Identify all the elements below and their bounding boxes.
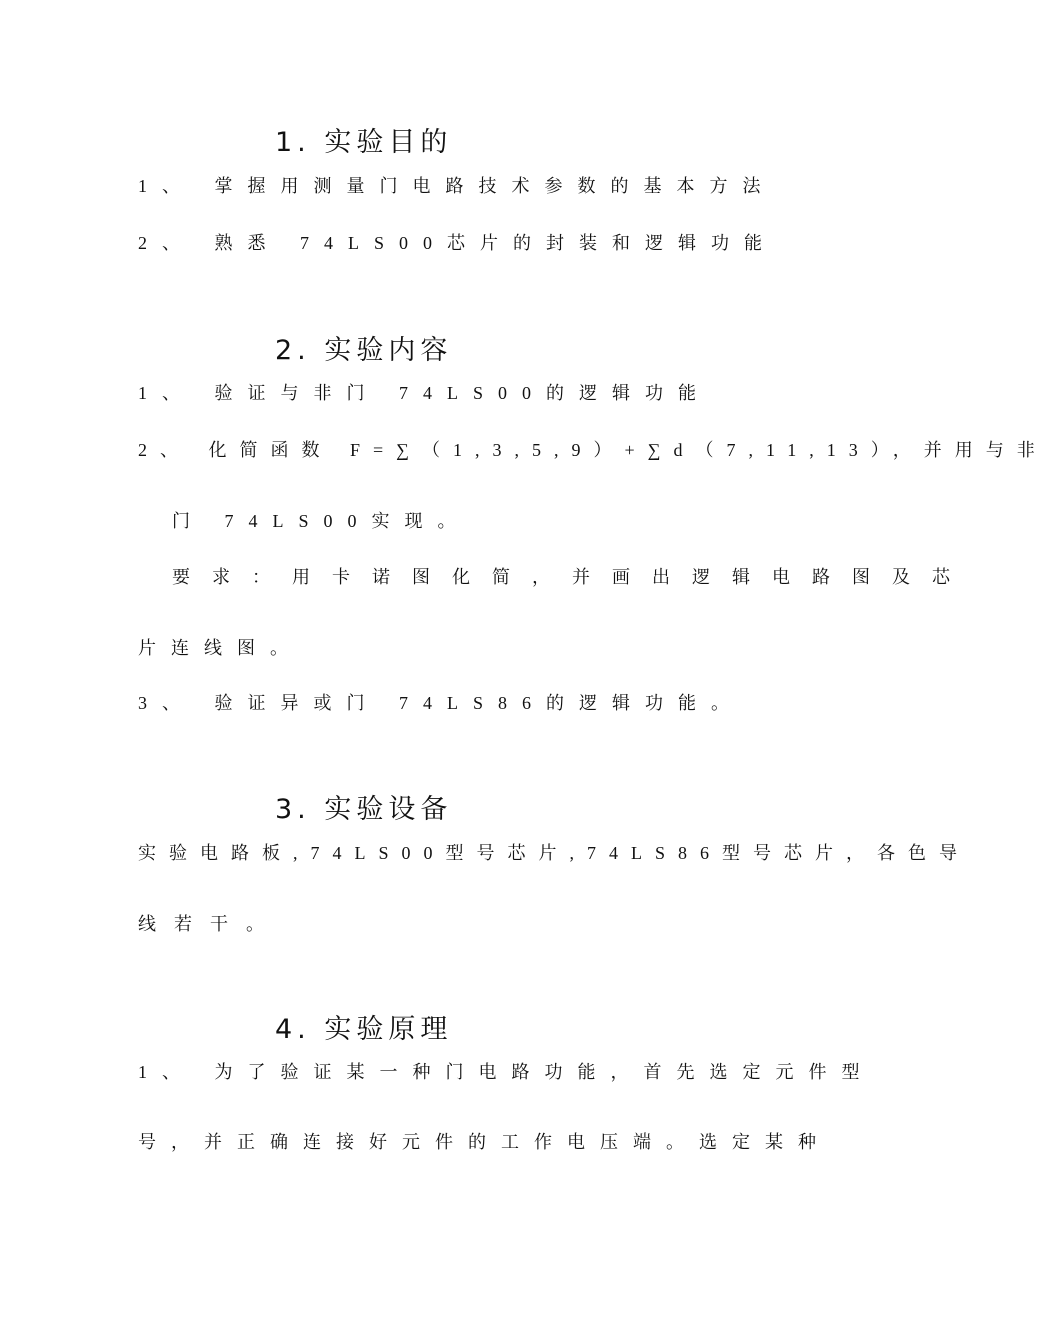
section-heading-principle: 4. 实验原理 [275, 1014, 453, 1045]
objective-item-2: 2、 熟悉 74LS00芯片的封装和逻辑功能 [138, 233, 778, 253]
content-item-3: 3、 验证异或门 74LS86的逻辑功能。 [138, 693, 745, 713]
section-heading-content: 2. 实验内容 [275, 335, 453, 366]
section-heading-equipment: 3. 实验设备 [275, 794, 453, 825]
objective-item-1: 1、 掌握用测量门电路技术参数的基本方法 [138, 176, 776, 196]
content-requirement-continued: 片连线图。 [138, 638, 303, 658]
content-item-1: 1、 验证与非门 74LS00的逻辑功能 [138, 383, 712, 403]
content-item-2-continued: 门 74LS00实现。 [172, 511, 471, 531]
equipment-line-2: 线若干。 [138, 914, 282, 934]
section-heading-objective: 1. 实验目的 [275, 127, 453, 158]
principle-line-1: 1、 为了验证某一种门电路功能，首先选定元件型 [138, 1062, 875, 1082]
principle-line-2: 号，并正确连接好元件的工作电压端。选定某种 [138, 1132, 831, 1152]
content-item-2: 2、 化简函数 F=∑（1,3,5,9）+∑d（7,11,13），并用与非 [138, 440, 1048, 460]
equipment-line-1: 实验电路板,74LS00型号芯片,74LS86型号芯片，各色导 [138, 843, 971, 863]
content-requirement: 要求：用卡诺图化简，并画出逻辑电路图及芯 [172, 567, 972, 587]
